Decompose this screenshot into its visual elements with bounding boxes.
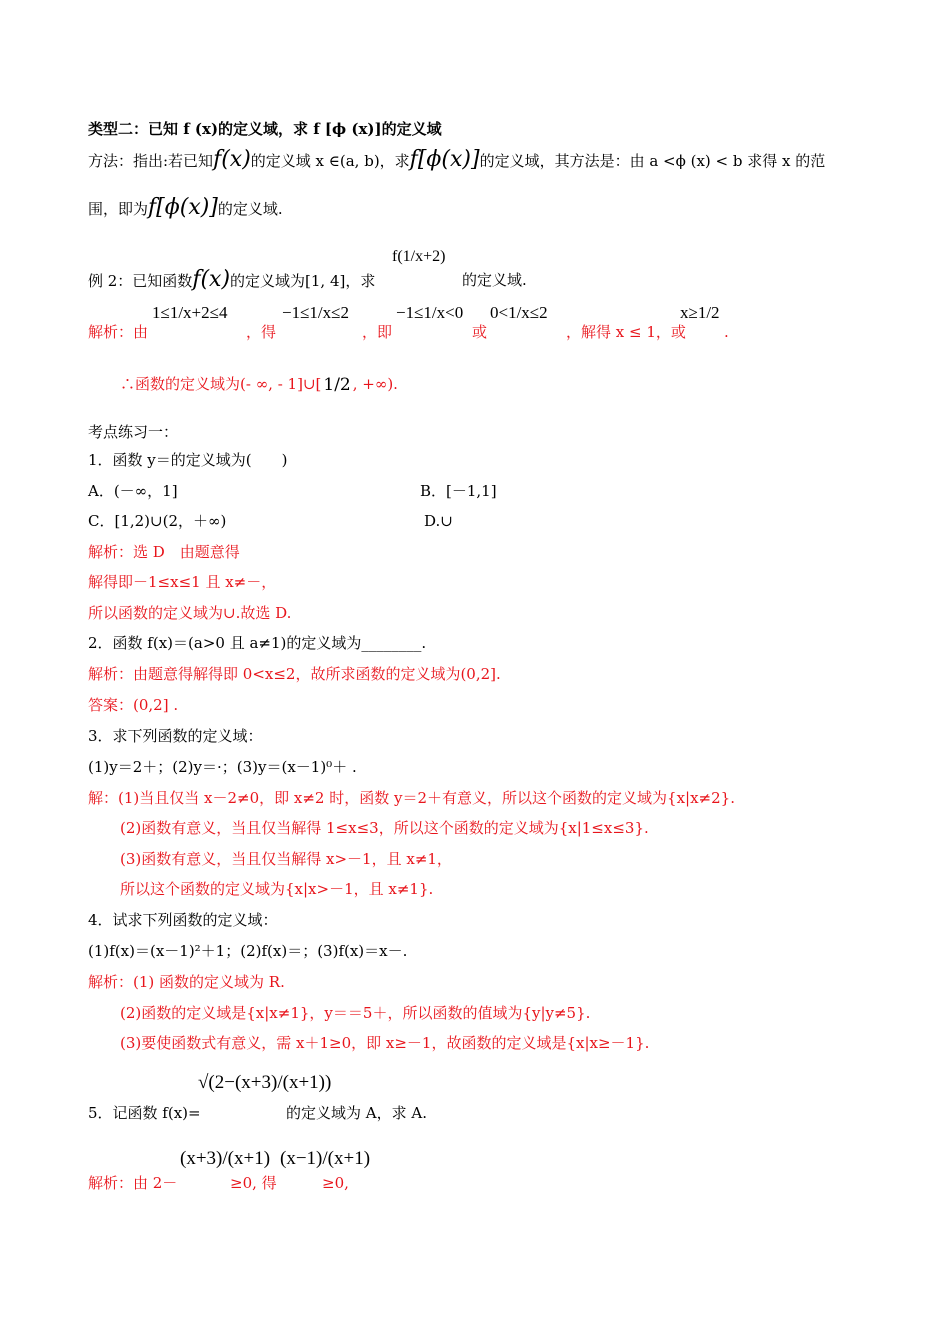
sol-ji: ，即 bbox=[362, 323, 393, 341]
solution-label: 解析：由 bbox=[88, 323, 149, 341]
method-line-1: 方法：指出:若已知f(x)的定义域 x ∈(a, b)，求f[ϕ(x)]的定义域，其方法是：由 a <ϕ (x) < b 求得 x 的范 bbox=[88, 147, 826, 172]
q4-solution-3: (3)要使函数式有意义，需 x＋1≥0，即 x≥－1，故函数的定义域是{x|x≥－1}. bbox=[120, 1034, 650, 1052]
q4-items: (1)f(x)＝(x－1)²＋1；(2)f(x)＝；(3)f(x)＝x－. bbox=[88, 942, 408, 960]
q4-solution-1: 解析：(1) 函数的定义域为 R. bbox=[88, 973, 285, 991]
q5-sqrt-expr: √(2−(x+3)/(x+1)) bbox=[198, 1072, 332, 1093]
question-5-end: 的定义域为 A，求 A. bbox=[286, 1104, 427, 1122]
conclusion: ∴函数的定义域为(- ∞, - 1]∪[ 1/2 , +∞). bbox=[120, 375, 398, 395]
q5-solution-b: ≥0, 得 bbox=[230, 1174, 277, 1192]
q1-option-b: B．[－1,1] bbox=[420, 482, 497, 500]
q5-solution-a: 解析：由 2－ bbox=[88, 1174, 178, 1192]
q1-solution-3: 所以函数的定义域为∪.故选 D. bbox=[88, 604, 292, 622]
q5-fraction-2: (x−1)/(x+1) bbox=[280, 1148, 371, 1169]
sol-result: ，解得 x ≤ 1，或 bbox=[566, 323, 686, 341]
ineq-5: x≥1/2 bbox=[680, 303, 720, 322]
fphi-notation-2: f[ϕ(x)] bbox=[148, 195, 218, 220]
q3-solution-2: (2)函数有意义，当且仅当解得 1≤x≤3，所以这个函数的定义域为{x|1≤x≤3}. bbox=[120, 819, 649, 837]
example-2-end: 的定义域. bbox=[462, 271, 527, 289]
q2-answer: 答案：(0,2] . bbox=[88, 696, 179, 714]
q1-solution-2: 解得即－1≤x≤1 且 x≠－， bbox=[88, 573, 277, 591]
ineq-2: −1≤1/x≤2 bbox=[282, 303, 349, 322]
question-5: 5．记函数 f(x)= bbox=[88, 1104, 201, 1122]
sol-de: ，得 bbox=[246, 323, 277, 341]
fphi-notation: f[ϕ(x)] bbox=[409, 147, 480, 172]
q4-solution-2: (2)函数的定义域是{x|x≠1}，y＝＝5＋，所以函数的值域为{y|y≠5}. bbox=[120, 1004, 591, 1022]
sol-period: . bbox=[724, 323, 729, 341]
question-4: 4．试求下列函数的定义域： bbox=[88, 911, 278, 929]
sol-huo: 或 bbox=[472, 323, 488, 341]
example-expr: f(1/x+2) bbox=[392, 248, 446, 265]
q2-solution: 解析：由题意得解得即 0<x≤2，故所求函数的定义域为(0,2]. bbox=[88, 665, 501, 683]
question-1: 1．函数 y＝的定义域为( ) bbox=[88, 451, 288, 469]
ineq-4: 0<1/x≤2 bbox=[490, 303, 548, 322]
half-fraction: 1/2 bbox=[323, 375, 351, 395]
q3-solution-1: 解：(1)当且仅当 x－2≠0，即 x≠2 时，函数 y＝2＋有意义，所以这个函数的定义域为{x|x≠2}. bbox=[88, 789, 735, 807]
fx-notation-3: f(x) bbox=[192, 267, 231, 292]
q3-items: (1)y＝2＋；(2)y＝·；(3)y＝(x－1)⁰＋ . bbox=[88, 758, 357, 776]
ineq-3: −1≤1/x<0 bbox=[396, 303, 464, 322]
q3-solution-4: 所以这个函数的定义域为{x|x>－1，且 x≠1}. bbox=[120, 880, 434, 898]
q5-fraction-1: (x+3)/(x+1) bbox=[180, 1148, 271, 1169]
example-2: 例 2：已知函数f(x)的定义域为[1, 4]，求 bbox=[88, 267, 376, 292]
method-line-2: 围，即为f[ϕ(x)]的定义域. bbox=[88, 195, 283, 220]
q1-solution-1: 解析：选 D 由题意得 bbox=[88, 543, 240, 561]
practice-title: 考点练习一： bbox=[88, 423, 179, 441]
question-3: 3．求下列函数的定义域： bbox=[88, 727, 263, 745]
fx-notation: f(x) bbox=[213, 147, 251, 172]
q5-solution-c: ≥0, bbox=[322, 1174, 349, 1192]
section-heading: 类型二：已知 f (x)的定义域，求 f [ϕ (x)]的定义域 bbox=[88, 120, 442, 138]
q1-option-d: D.∪ bbox=[424, 512, 453, 530]
ineq-1: 1≤1/x+2≤4 bbox=[152, 303, 228, 322]
q1-option-c: C．[1,2)∪(2，＋∞) bbox=[88, 512, 227, 530]
question-2: 2．函数 f(x)＝(a>0 且 a≠1)的定义域为________. bbox=[88, 634, 427, 652]
q1-option-a: A．(－∞，1] bbox=[88, 482, 178, 500]
q3-solution-3: (3)函数有意义，当且仅当解得 x>－1，且 x≠1， bbox=[120, 850, 452, 868]
